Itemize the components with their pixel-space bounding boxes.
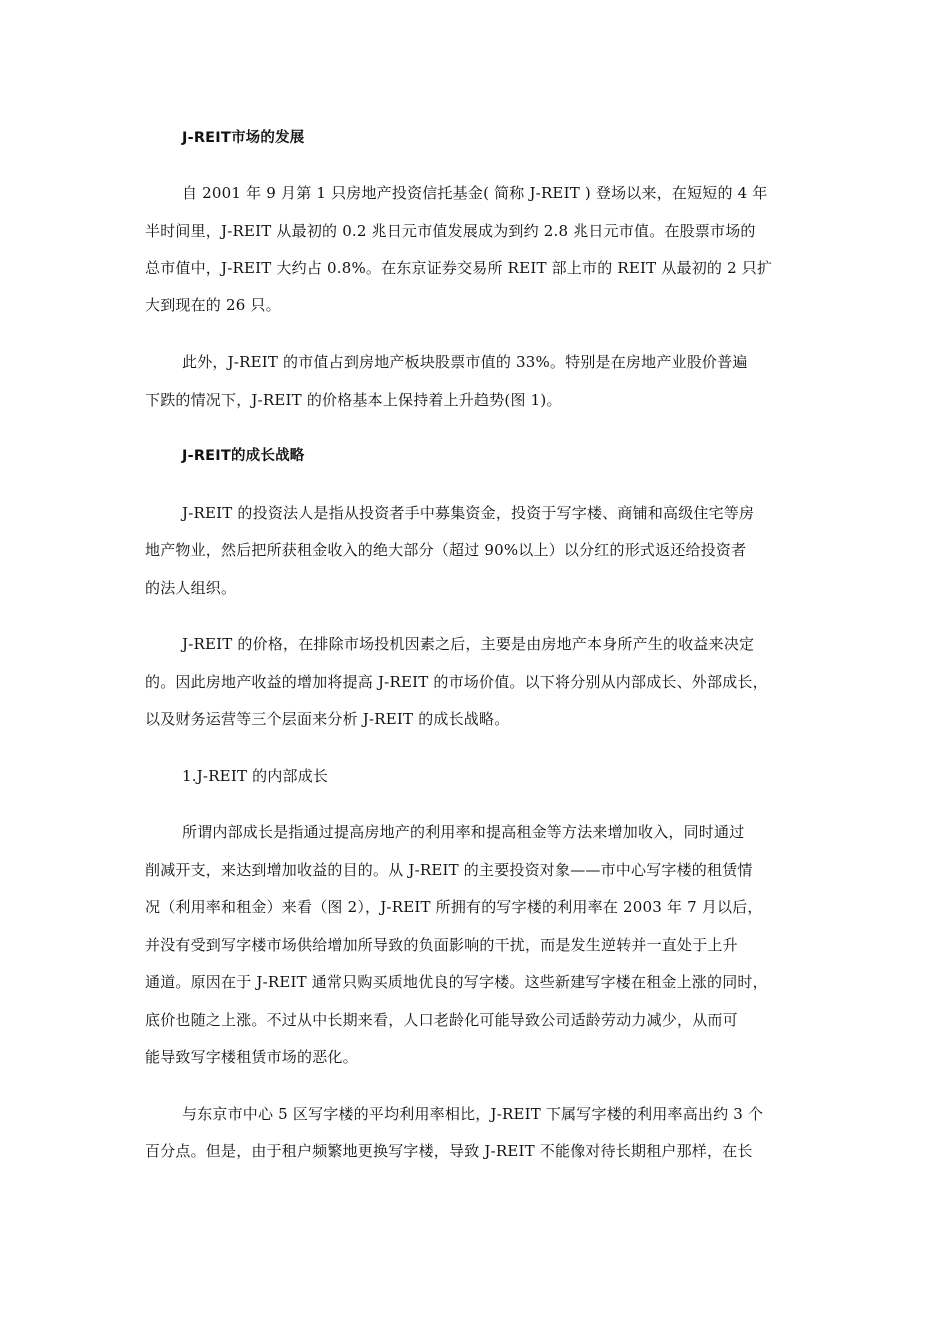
paragraph-line: 的。因此房地产收益的增加将提高 J-REIT 的市场价值。以下将分别从内部成长、外部成长，	[145, 673, 768, 691]
paragraph-line: 大到现在的 26 只。	[145, 296, 281, 314]
paragraph-line: 底价也随之上涨。不过从中长期来看，人口老龄化可能导致公司适龄劳动力减少，从而可	[145, 1011, 738, 1029]
paragraph-line: 以及财务运营等三个层面来分析 J-REIT 的成长战略。	[145, 710, 510, 728]
paragraph-line: 并没有受到写字楼市场供给增加所导致的负面影响的干扰，而是发生逆转并一直处于上升	[145, 936, 738, 954]
paragraph-line: 自 2001 年 9 月第 1 只房地产投资信托基金( 简称 J-REIT ) 登场以来，在短短的 4 年	[182, 184, 768, 202]
paragraph-line: 况（利用率和租金）来看（图 2），J-REIT 所拥有的写字楼的利用率在 2003 年 7 月以后，	[145, 898, 763, 916]
paragraph-line: 此外，J-REIT 的市值占到房地产板块股票市值的 33%。特别是在房地产业股价普遍	[182, 353, 748, 371]
paragraph-line: 百分点。但是，由于租户频繁地更换写字楼，导致 J-REIT 不能像对待长期租户那样，在长	[145, 1142, 753, 1160]
section-heading-growth-strategy: J-REIT的成长战略	[182, 448, 305, 464]
paragraph-line: 削减开支，来达到增加收益的目的。从 J-REIT 的主要投资对象——市中心写字楼的租赁情	[145, 861, 753, 879]
paragraph-line: 能导致写字楼租赁市场的恶化。	[145, 1048, 358, 1066]
paragraph-line: 的法人组织。	[145, 579, 237, 597]
paragraph-line: 下跌的情况下，J-REIT 的价格基本上保持着上升趋势(图 1)。	[145, 391, 562, 409]
subsection-heading-internal-growth: 1.J-REIT 的内部成长	[182, 767, 329, 785]
paragraph-line: J-REIT 的价格，在排除市场投机因素之后，主要是由房地产本身所产生的收益来决定	[182, 635, 755, 653]
paragraph-line: J-REIT 的投资法人是指从投资者手中募集资金，投资于写字楼、商铺和高级住宅等房	[182, 504, 755, 522]
section-heading-development: J-REIT市场的发展	[182, 130, 305, 146]
paragraph-line: 通道。原因在于 J-REIT 通常只购买质地优良的写字楼。这些新建写字楼在租金上涨的同时，	[145, 973, 768, 991]
paragraph-line: 地产物业，然后把所获租金收入的绝大部分（超过 90%以上）以分红的形式返还给投资者	[145, 541, 747, 559]
paragraph-line: 总市值中，J-REIT 大约占 0.8%。在东京证券交易所 REIT 部上市的 REIT 从最初的 2 只扩	[145, 259, 773, 277]
paragraph-line: 所谓内部成长是指通过提高房地产的利用率和提高租金等方法来增加收入，同时通过	[182, 823, 745, 841]
paragraph-line: 与东京市中心 5 区写字楼的平均利用率相比，J-REIT 下属写字楼的利用率高出约 3 个	[182, 1105, 764, 1123]
paragraph-line: 半时间里，J-REIT 从最初的 0.2 兆日元市值发展成为到约 2.8 兆日元市值。在股票市场的	[145, 222, 756, 240]
